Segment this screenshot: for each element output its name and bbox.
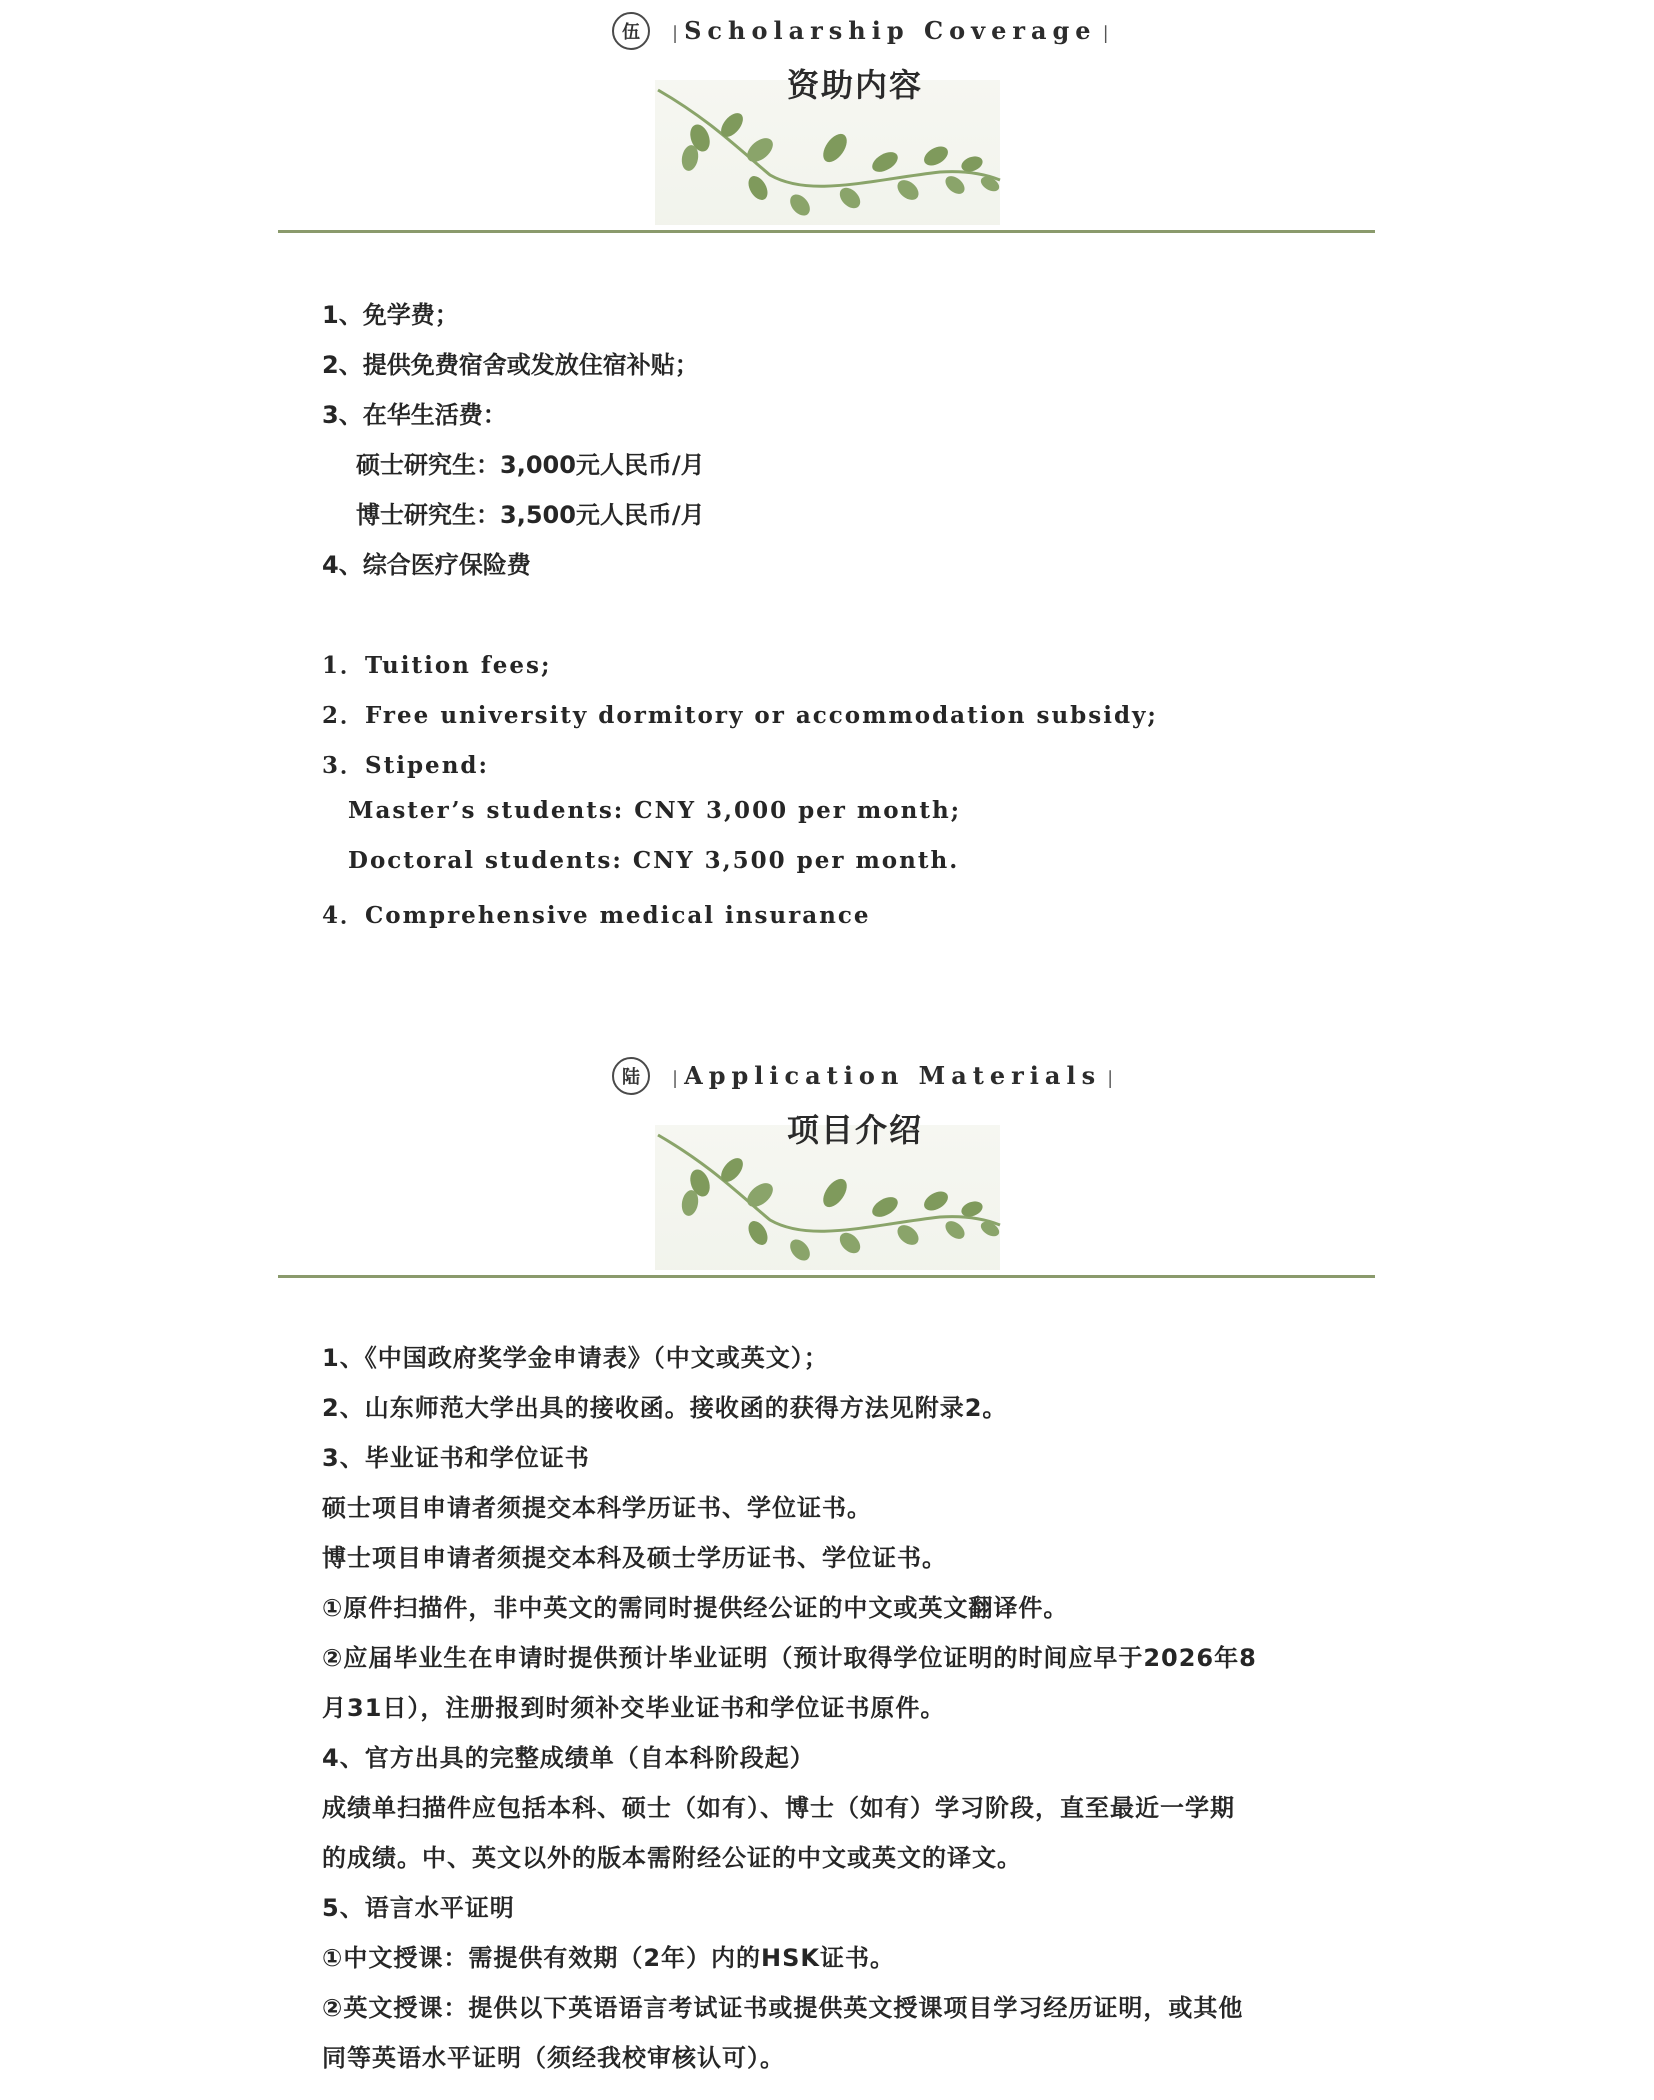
section-en-title-text: Application Materials	[684, 1061, 1102, 1090]
section-zh-title: 资助内容	[786, 66, 923, 104]
section-en-title: | Scholarship Coverage |	[672, 16, 1109, 45]
list-item: ①中文授课：需提供有效期（2年）内的HSK证书。	[322, 1944, 895, 1972]
list-item: 的成绩。中、英文以外的版本需附经公证的中文或英文的译文。	[322, 1844, 1022, 1872]
list-item: 2．Free university dormitory or accommodation subsidy;	[322, 702, 1158, 729]
list-item: 3．Stipend:	[322, 752, 489, 779]
list-item: ②英文授课：提供以下英语语言考试证书或提供英文授课项目学习经历证明，或其他	[322, 1994, 1244, 2022]
list-item: 1、免学费；	[322, 301, 459, 329]
list-item: 1、《中国政府奖学金申请表》（中文或英文）；	[322, 1344, 829, 1372]
list-item: 5、语言水平证明	[322, 1894, 515, 1922]
section-zh-title: 项目介绍	[786, 1111, 923, 1149]
section-en-title-text: Scholarship Coverage	[684, 16, 1097, 45]
list-item: 2、提供免费宿舍或发放住宿补贴；	[322, 351, 699, 379]
section-numeral: 伍	[612, 12, 650, 50]
section-header	[0, 1045, 1654, 1285]
list-item: 3、毕业证书和学位证书	[322, 1444, 590, 1472]
section-divider	[278, 1275, 1375, 1278]
list-subitem: 博士研究生：3,500元人民币/月	[356, 501, 705, 529]
list-item: 4、官方出具的完整成绩单（自本科阶段起）	[322, 1744, 815, 1772]
list-item: 1．Tuition fees;	[322, 652, 552, 679]
section-en-title: | Application Materials |	[672, 1061, 1114, 1090]
list-subitem: 硕士研究生：3,000元人民币/月	[356, 451, 705, 479]
list-item: 硕士项目申请者须提交本科学历证书、学位证书。	[322, 1494, 872, 1522]
list-item: 4．Comprehensive medical insurance	[322, 902, 871, 929]
list-item: 成绩单扫描件应包括本科、硕士（如有）、博士（如有）学习阶段，直至最近一学期	[322, 1794, 1235, 1822]
section-header	[0, 0, 1654, 240]
list-item: ①原件扫描件，非中英文的需同时提供经公证的中文或英文翻译件。	[322, 1594, 1069, 1622]
list-subitem: Doctoral students: CNY 3,500 per month.	[348, 847, 960, 874]
list-item: 同等英语水平证明（须经我校审核认可）。	[322, 2044, 785, 2072]
list-item: 3、在华生活费：	[322, 401, 507, 429]
list-item: 博士项目申请者须提交本科及硕士学历证书、学位证书。	[322, 1544, 947, 1572]
list-subitem: Master’s students: CNY 3,000 per month;	[348, 797, 962, 824]
list-item: 4、综合医疗保险费	[322, 551, 531, 579]
section-divider	[278, 230, 1375, 233]
list-item: 月31日），注册报到时须补交毕业证书和学位证书原件。	[322, 1694, 946, 1722]
list-item: 2、山东师范大学出具的接收函。接收函的获得方法见附录2。	[322, 1394, 1008, 1422]
section-numeral: 陆	[612, 1057, 650, 1095]
list-item: ②应届毕业生在申请时提供预计毕业证明（预计取得学位证明的时间应早于2026年8	[322, 1644, 1257, 1672]
